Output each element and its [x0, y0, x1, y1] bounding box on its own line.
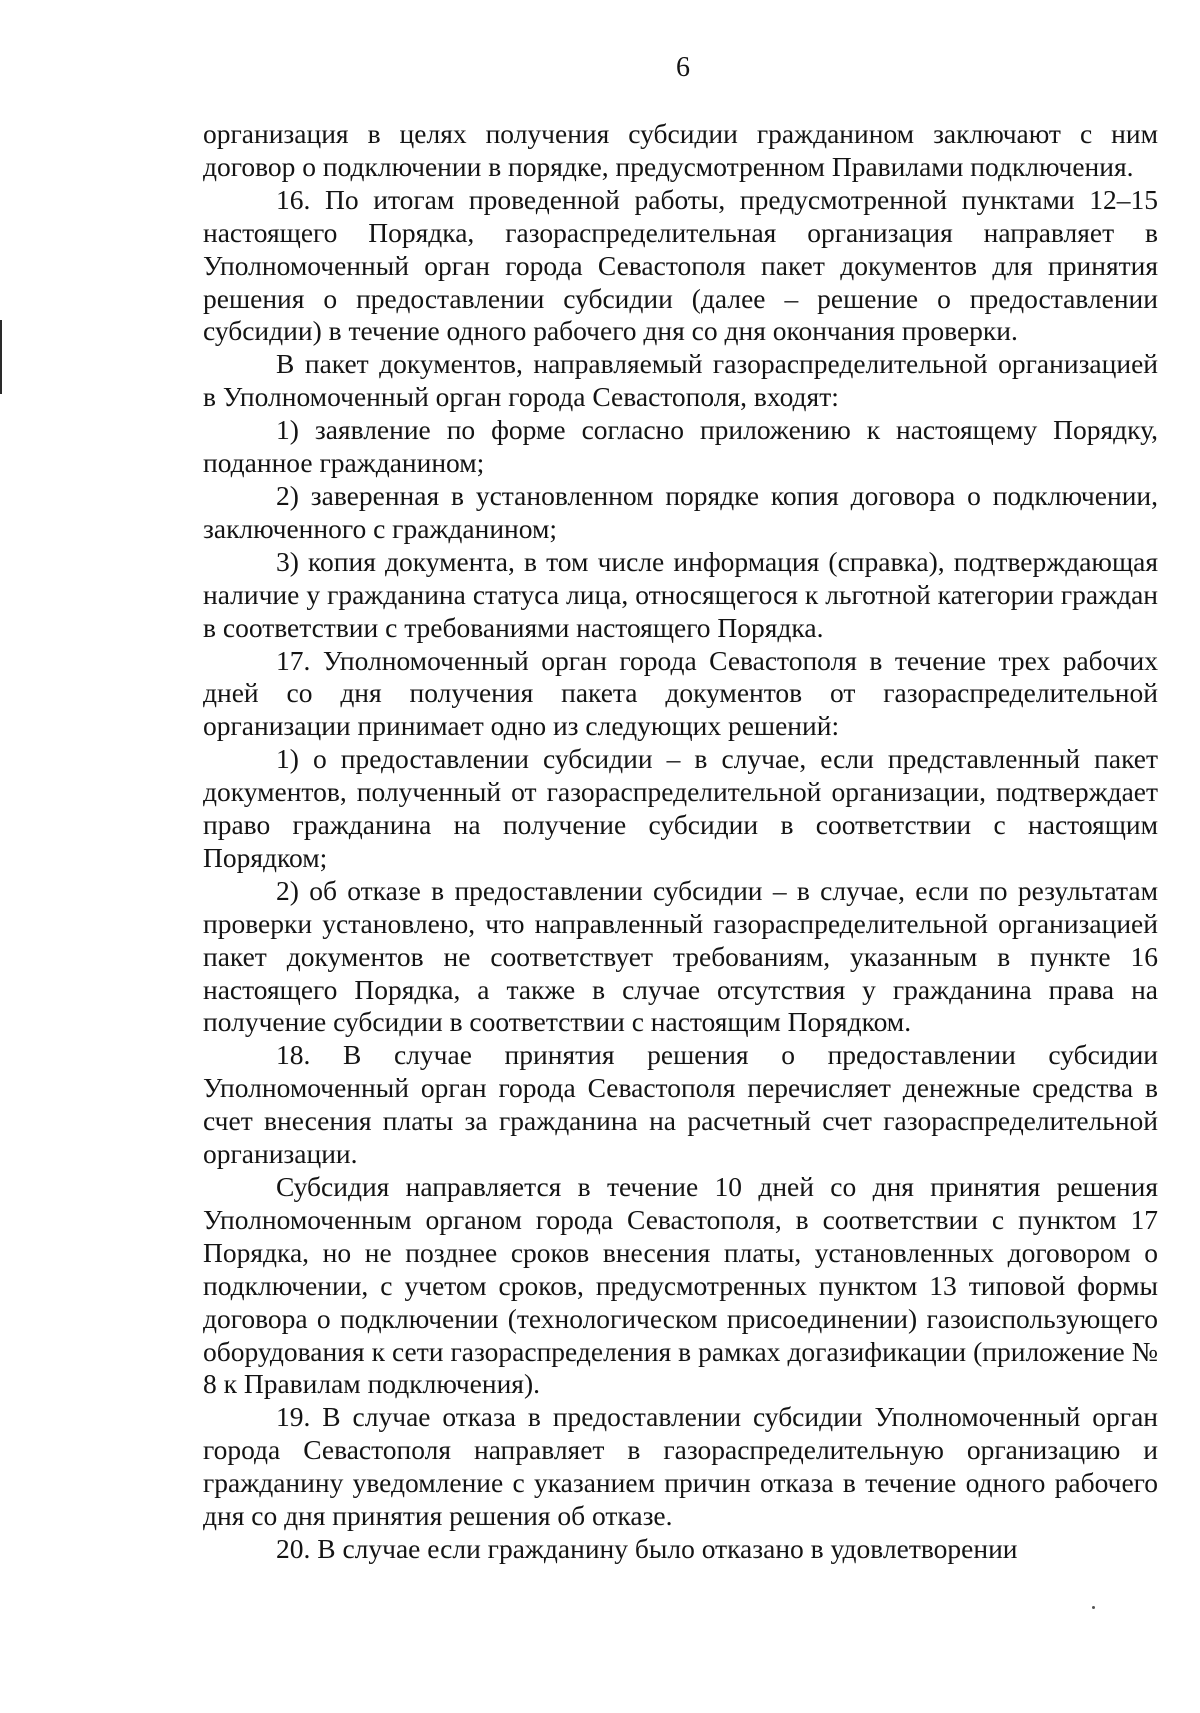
paragraph: организация в целях получения субсидии гражданином заключают с ним договор о подключении в порядке, предусмотренном Правилами подключения. — [203, 118, 1158, 182]
scan-dot-mark — [1092, 1606, 1095, 1609]
paragraph: 3) копия документа, в том числе информация (справка), подтверждающая наличие у гражданина статуса лица, относящегося к льготной категории граждан в соответствии с требованиями настоящего Порядка. — [203, 545, 1158, 643]
paragraph: 1) заявление по форме согласно приложению к настоящему Порядку, поданное гражданином; — [203, 414, 1158, 479]
paragraph: 17. Уполномоченный орган города Севастополя в течение трех рабочих дней со дня получения пакета документов от газораспределительной организации принимает одно из следующих решений: — [203, 644, 1158, 742]
paragraph: 1) о предоставлении субсидии – в случае, если представленный пакет документов, полученный от газораспределительной организации, подтверждает право гражданина на получение субсидии в соответствии с настоящим Порядком; — [203, 743, 1158, 873]
paragraph: 19. В случае отказа в предоставлении субсидии Уполномоченный орган города Севастополя направляет в газораспределительную организацию и гражданину уведомление с указанием причин отказа в течение одного рабочего дня со дня принятия решения об отказе. — [203, 1401, 1158, 1532]
scan-edge-mark — [0, 320, 2, 394]
page-number: 6 — [676, 52, 690, 83]
document-body — [203, 118, 1158, 1566]
paragraph: 2) об отказе в предоставлении субсидии – в случае, если по результатам проверки установлено, что направленный газораспределительной организацией пакет документов не соответствует требованиям, указанным в пункте 16 настоящего Порядка, а также в случае отсутствия у гражданина права на получение субсидии в соответствии с настоящим Порядком. — [203, 874, 1158, 1038]
paragraph: В пакет документов, направляемый газораспределительной организацией в Уполномоченный орган города Севастополя, входят: — [203, 348, 1158, 413]
paragraph: 2) заверенная в установленном порядке копия договора о подключении, заключенного с гражданином; — [203, 479, 1158, 544]
paragraph: 16. По итогам проведенной работы, предусмотренной пунктами 12–15 настоящего Порядка, газораспределительная организация направляет в Уполномоченный орган города Севастополя пакет документов для принятия решения о предоставлении субсидии (далее – решение о предоставлении субсидии) в течение одного рабочего дня со дня окончания проверки. — [203, 183, 1158, 347]
paragraph: 20. В случае если гражданину было отказано в удовлетворении — [276, 1532, 1018, 1564]
paragraph: 18. В случае принятия решения о предоставлении субсидии Уполномоченный орган города Севастополя перечисляет денежные средства в счет внесения платы за гражданина на расчетный счет газораспределительной организации. — [203, 1039, 1158, 1170]
paragraph: Субсидия направляется в течение 10 дней со дня принятия решения Уполномоченным органом города Севастополя, в соответствии с пунктом 17 Порядка, но не позднее сроков внесения платы, установленных договором о подключении, с учетом сроков, предусмотренных пунктом 13 типовой формы договора о подключении (технологическом присоединении) газоиспользующего оборудования к сети газораспределения в рамках догазификации (приложение № 8 к Правилам подключения). — [203, 1171, 1158, 1400]
